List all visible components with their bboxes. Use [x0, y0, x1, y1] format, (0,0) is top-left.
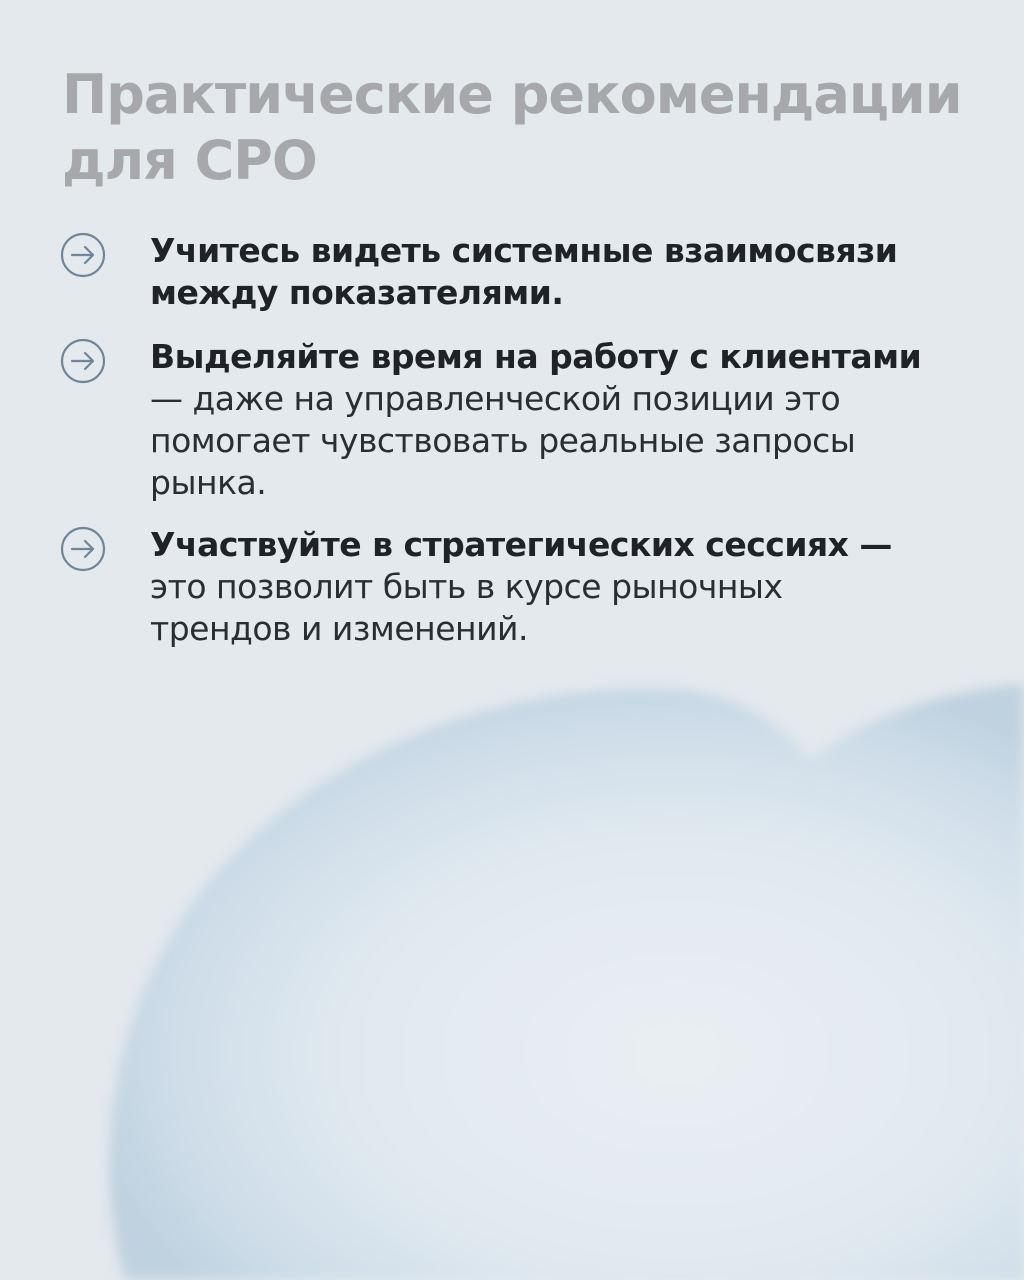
- recommendation-lead-line: Выделяйте время на работу с клиентами: [150, 337, 922, 376]
- recommendation-text-3: [150, 524, 950, 650]
- title-line-2: для СРО: [62, 129, 317, 192]
- recommendation-lead-line: Участвуйте в стратегических сессиях —: [150, 525, 892, 564]
- recommendation-body-line: это позволит быть в курсе рыночных: [150, 567, 783, 606]
- recommendation-text-1: [150, 230, 950, 314]
- recommendation-lead-line: Учитесь видеть системные взаимосвязи: [150, 231, 898, 270]
- arrow-right-circle-icon: [60, 526, 106, 572]
- recommendation-lead-line: между показателями.: [150, 273, 564, 312]
- arrow-right-circle-icon: [60, 232, 106, 278]
- recommendation-text-2: [150, 336, 950, 504]
- page-title: [62, 62, 962, 194]
- arrow-right-circle-icon: [60, 338, 106, 384]
- recommendation-body-line: — даже на управленческой позиции это: [150, 379, 841, 418]
- recommendation-body-line: рынка.: [150, 463, 267, 502]
- recommendation-body-line: помогает чувствовать реальные запросы: [150, 421, 856, 460]
- title-line-1: Практические рекомендации: [62, 63, 962, 126]
- recommendation-body-line: трендов и изменений.: [150, 609, 528, 648]
